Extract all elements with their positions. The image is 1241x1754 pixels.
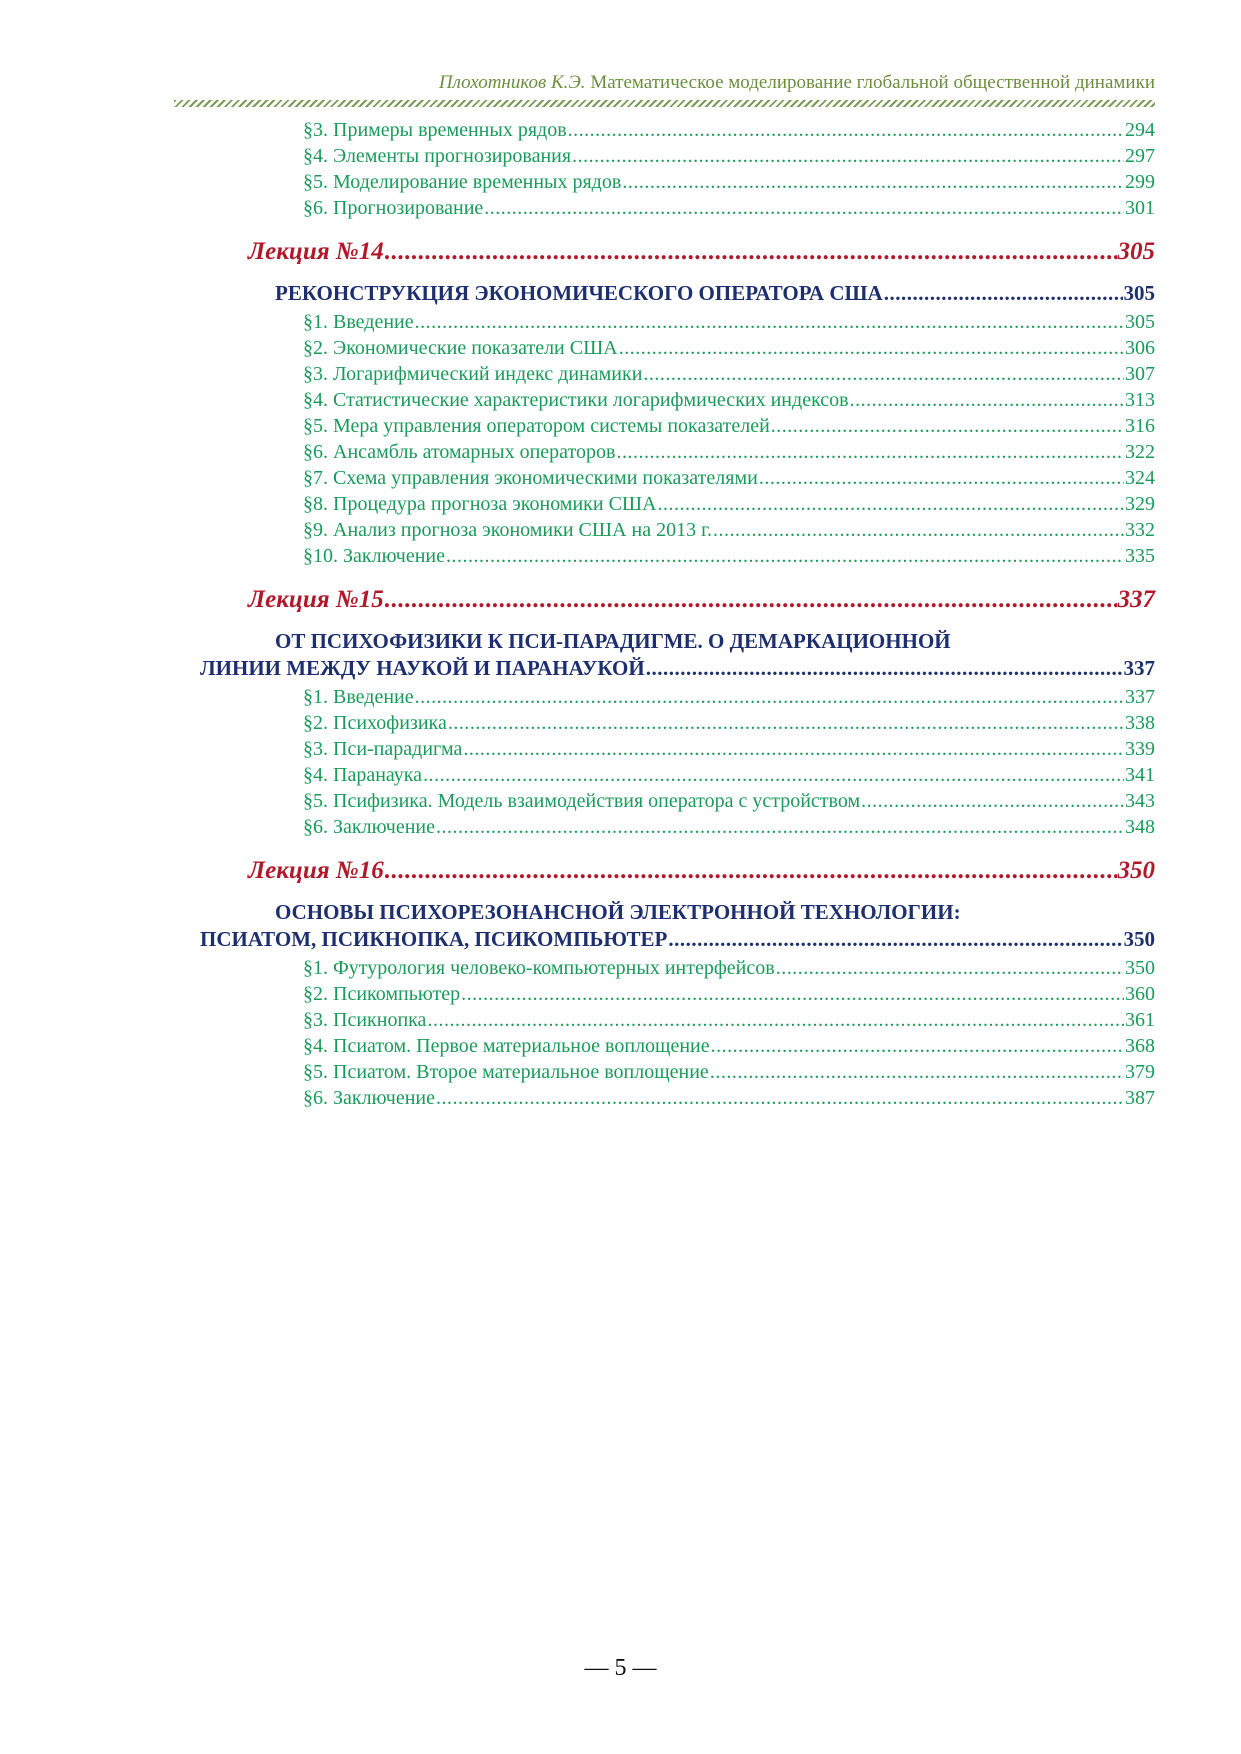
toc-leader-dots (427, 1007, 1124, 1033)
toc-entry[interactable]: §1. Введение ..... 337 (303, 684, 1155, 710)
toc-entry[interactable]: §4. Элементы прогнозирования ..... 297 (303, 143, 1155, 169)
toc-leader-dots (759, 465, 1124, 491)
running-header (439, 72, 1155, 94)
toc-leader-dots (415, 684, 1124, 710)
toc-entry[interactable]: §2. Псикомпьютер ..... 360 (303, 981, 1155, 1007)
toc-entry[interactable]: §6. Ансамбль атомарных операторов ..... 322 (303, 439, 1155, 465)
header-book-title: Математическое моделирование глобальной общественной динамики (590, 72, 1155, 93)
page-number: — 5 — (584, 1655, 657, 1681)
toc-leader-dots (850, 387, 1124, 413)
toc-leader-dots (572, 143, 1124, 169)
toc-entry[interactable]: §4. Псиатом. Первое материальное воплощение ..... 368 (303, 1033, 1155, 1059)
toc-entry[interactable]: §4. Статистические характеристики логарифмических индексов ..... 313 (303, 387, 1155, 413)
toc-leader-dots (711, 1033, 1124, 1059)
toc-leader-dots (423, 762, 1124, 788)
toc-leader-dots (484, 195, 1124, 221)
toc-entry[interactable]: §10. Заключение ..... 335 (303, 543, 1155, 569)
toc-entry[interactable]: §5. Псифизика. Модель взаимодействия оператора с устройством ..... 343 (303, 788, 1155, 814)
toc-entry[interactable]: §3. Пси-парадигма ..... 339 (303, 736, 1155, 762)
toc-entry[interactable]: §6. Заключение ..... 348 (303, 814, 1155, 840)
toc-leader-dots (646, 655, 1123, 682)
toc-entry[interactable]: §3. Примеры временных рядов ..... 294 (303, 117, 1155, 143)
toc-leader-dots (448, 710, 1124, 736)
toc-lecture-16[interactable]: Лекция №16 ..... 350 (248, 854, 1155, 888)
toc-leader-dots (776, 955, 1124, 981)
toc-leader-dots (436, 1085, 1124, 1111)
toc-entry[interactable]: §8. Процедура прогноза экономики США ..... 329 (303, 491, 1155, 517)
toc-leader-dots (385, 854, 1117, 888)
toc-leader-dots (771, 413, 1124, 439)
toc-entry[interactable]: §5. Мера управления оператором системы показателей ..... 316 (303, 413, 1155, 439)
toc-entry[interactable]: §5. Моделирование временных рядов ..... 299 (303, 169, 1155, 195)
toc-chapter-14[interactable]: РЕКОНСТРУКЦИЯ ЭКОНОМИЧЕСКОГО ОПЕРАТОРА США ..... 305 (275, 280, 1155, 307)
toc-leader-dots (385, 235, 1117, 269)
toc-lecture-15[interactable]: Лекция №15 ..... 337 (248, 583, 1155, 617)
toc-leader-dots (861, 788, 1124, 814)
toc-leader-dots (710, 1059, 1124, 1085)
toc-leader-dots (385, 583, 1117, 617)
header-divider (174, 100, 1155, 107)
toc-leader-dots (619, 335, 1124, 361)
toc-chapter-16-line1[interactable]: ОСНОВЫ ПСИХОРЕЗОНАНСНОЙ ЭЛЕКТРОННОЙ ТЕХНОЛОГИИ: (275, 900, 961, 924)
toc-leader-dots (884, 280, 1123, 307)
toc-entry[interactable]: §7. Схема управления экономическими показателями ..... 324 (303, 465, 1155, 491)
toc-entry[interactable]: §3. Логарифмический индекс динамики ..... 307 (303, 361, 1155, 387)
toc-leader-dots (461, 981, 1124, 1007)
toc-leader-dots (713, 517, 1124, 543)
toc-leader-dots (568, 117, 1124, 143)
toc-entry[interactable]: §6. Прогнозирование ..... 301 (303, 195, 1155, 221)
toc-entry[interactable]: §5. Псиатом. Второе материальное воплощение ..... 379 (303, 1059, 1155, 1085)
toc-chapter-16[interactable]: ПСИАТОМ, ПСИКНОПКА, ПСИКОМПЬЮТЕР ..... 350 (200, 926, 1155, 953)
toc-leader-dots (658, 491, 1124, 517)
toc-leader-dots (616, 439, 1124, 465)
toc-entry[interactable]: §1. Футурология человеко-компьютерных интерфейсов ..... 350 (303, 955, 1155, 981)
toc-leader-dots (436, 814, 1124, 840)
toc-entry[interactable]: §4. Паранаука ..... 341 (303, 762, 1155, 788)
toc-entry[interactable]: §2. Экономические показатели США ..... 306 (303, 335, 1155, 361)
toc-chapter-15-line1[interactable]: ОТ ПСИХОФИЗИКИ К ПСИ-ПАРАДИГМЕ. О ДЕМАРКАЦИОННОЙ (275, 629, 951, 653)
header-author: Плохотников К.Э. (438, 72, 586, 93)
toc-entry[interactable]: §2. Психофизика ..... 338 (303, 710, 1155, 736)
toc-leader-dots (463, 736, 1124, 762)
toc-entry[interactable]: §1. Введение ..... 305 (303, 309, 1155, 335)
toc-chapter-15[interactable]: ЛИНИИ МЕЖДУ НАУКОЙ И ПАРАНАУКОЙ ..... 337 (200, 655, 1155, 682)
toc-entry[interactable]: §6. Заключение ..... 387 (303, 1085, 1155, 1111)
toc-leader-dots (668, 926, 1122, 953)
toc-leader-dots (415, 309, 1124, 335)
toc-leader-dots (643, 361, 1124, 387)
toc-entry[interactable]: §9. Анализ прогноза экономики США на 2013 г. ..... 332 (303, 517, 1155, 543)
toc-leader-dots (446, 543, 1124, 569)
toc-entry[interactable]: §3. Псикнопка ..... 361 (303, 1007, 1155, 1033)
toc-lecture-14[interactable]: Лекция №14 ..... 305 (248, 235, 1155, 269)
toc-leader-dots (622, 169, 1124, 195)
